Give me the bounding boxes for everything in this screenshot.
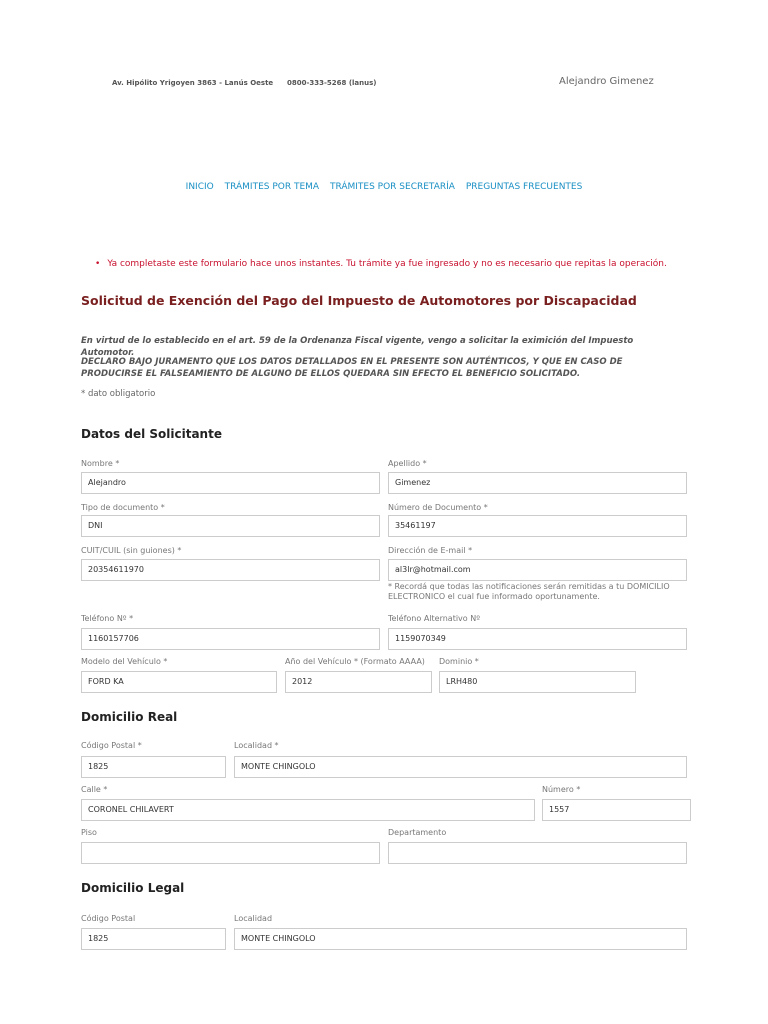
nav-tramites-por-secretaria[interactable]: TRÁMITES POR SECRETARÍA: [329, 182, 455, 192]
tipo-documento-select[interactable]: DNI: [81, 515, 380, 537]
calle-real-label: Calle *: [81, 785, 108, 794]
alert-text: Ya completaste este formulario hace unos instantes. Tu trámite ya fue ingresado y no es necesario que repitas la operación.: [107, 259, 667, 269]
anio-vehiculo-label: Año del Vehículo * (Formato AAAA): [285, 657, 425, 666]
nombre-field[interactable]: Alejandro: [81, 472, 380, 494]
numero-documento-label: Número de Documento *: [388, 503, 488, 512]
tipo-documento-label: Tipo de documento *: [81, 503, 165, 512]
nav-inicio[interactable]: INICIO: [185, 182, 214, 192]
alert-message: [95, 259, 667, 269]
piso-real-label: Piso: [81, 828, 97, 837]
modelo-vehiculo-label: Modelo del Vehículo *: [81, 657, 168, 666]
calle-real-field[interactable]: CORONEL CHILAVERT: [81, 799, 535, 821]
anio-vehiculo-field[interactable]: 2012: [285, 671, 432, 693]
localidad-real-label: Localidad *: [234, 741, 279, 750]
codigo-postal-legal-label: Código Postal: [81, 914, 136, 923]
intro-text: En virtud de lo establecido en el art. 59 de la Ordenanza Fiscal vigente, vengo a solicitar la eximición del Impuesto Automotor.: [81, 336, 634, 358]
declaration-text: DECLARO BAJO JURAMENTO QUE LOS DATOS DETALLADOS EN EL PRESENTE SON AUTÉNTICOS, Y QUE EN CASO DE PRODUCIRSE EL FALSEAMIENTO DE ALGUNO DE ELLOS QUEDARA SIN EFECTO EL BENEFICIO SOLICITADO.: [81, 357, 623, 379]
dominio-field[interactable]: LRH480: [439, 671, 636, 693]
header-address: Av. Hipólito Yrigoyen 3863 - Lanús Oeste: [112, 79, 274, 87]
localidad-real-select[interactable]: MONTE CHINGOLO: [234, 756, 687, 778]
section-heading-solicitante: Datos del Solicitante: [81, 427, 222, 441]
apellido-label: Apellido *: [388, 459, 427, 468]
departamento-real-label: Departamento: [388, 828, 447, 837]
section-heading-domicilio-legal: Domicilio Legal: [81, 881, 185, 895]
codigo-postal-legal-field[interactable]: 1825: [81, 928, 226, 950]
departamento-real-field[interactable]: [388, 842, 687, 864]
numero-real-field[interactable]: 1557: [542, 799, 691, 821]
main-nav: [0, 182, 768, 192]
required-note: * dato obligatorio: [81, 389, 156, 399]
modelo-vehiculo-field[interactable]: FORD KA: [81, 671, 277, 693]
email-field[interactable]: al3lr@hotmail.com: [388, 559, 687, 581]
apellido-field[interactable]: Gimenez: [388, 472, 687, 494]
numero-documento-field[interactable]: 35461197: [388, 515, 687, 537]
localidad-legal-label: Localidad: [234, 914, 273, 923]
numero-real-label: Número *: [542, 785, 581, 794]
nombre-label: Nombre *: [81, 459, 120, 468]
codigo-postal-real-field[interactable]: 1825: [81, 756, 226, 778]
localidad-legal-select[interactable]: MONTE CHINGOLO: [234, 928, 687, 950]
telefono-field[interactable]: 1160157706: [81, 628, 380, 650]
nav-preguntas-frecuentes[interactable]: PREGUNTAS FRECUENTES: [465, 182, 583, 192]
section-heading-domicilio-real: Domicilio Real: [81, 710, 178, 724]
cuit-field[interactable]: 20354611970: [81, 559, 380, 581]
email-label: Dirección de E-mail *: [388, 546, 473, 555]
header-phone: 0800-333-5268 (lanus): [287, 79, 377, 87]
alert-bullet: •: [95, 259, 101, 269]
user-name[interactable]: Alejandro Gimenez: [559, 76, 654, 87]
telefono-alternativo-field[interactable]: 1159070349: [388, 628, 687, 650]
piso-real-field[interactable]: [81, 842, 380, 864]
page-title: Solicitud de Exención del Pago del Impuesto de Automotores por Discapacidad: [81, 293, 637, 308]
dominio-label: Dominio *: [439, 657, 479, 666]
codigo-postal-real-label: Código Postal *: [81, 741, 142, 750]
cuit-label: CUIT/CUIL (sin guiones) *: [81, 546, 182, 555]
nav-tramites-por-tema[interactable]: TRÁMITES POR TEMA: [224, 182, 320, 192]
telefono-label: Teléfono Nº *: [81, 614, 134, 623]
telefono-alternativo-label: Teléfono Alternativo Nº: [388, 614, 480, 623]
email-hint: * Recordá que todas las notificaciones serán remitidas a tu DOMICILIO ELECTRONICO el cual fue informado oportunamente.: [388, 582, 670, 601]
